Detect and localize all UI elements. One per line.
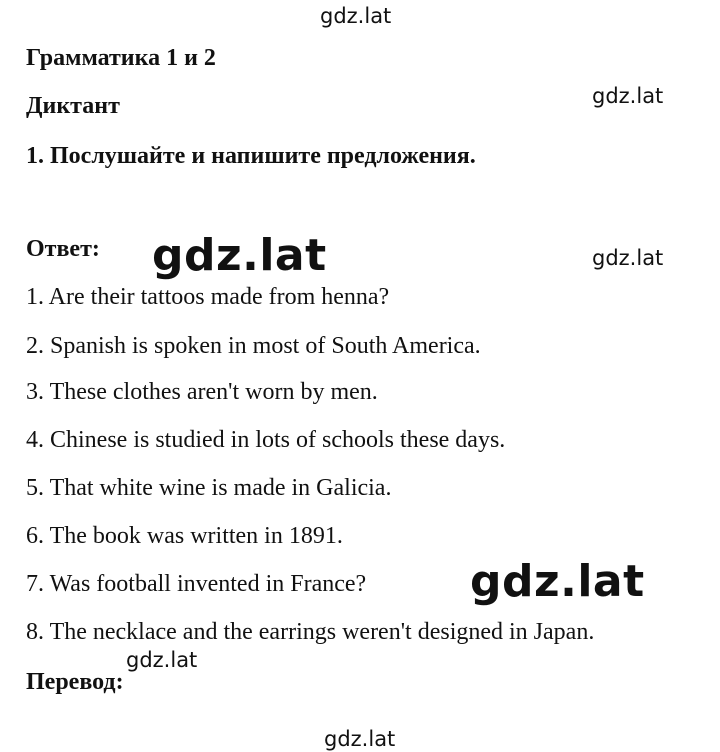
watermark: gdz.lat	[470, 556, 645, 607]
task-instruction: 1. Послушайте и напишите предложения.	[26, 143, 476, 169]
watermark: gdz.lat	[592, 246, 664, 270]
watermark: gdz.lat	[324, 727, 396, 751]
watermark: gdz.lat	[126, 648, 198, 672]
watermark: gdz.lat	[592, 84, 664, 108]
answer-item: 6. The book was written in 1891.	[26, 523, 343, 549]
answer-item: 4. Chinese is studied in lots of schools these days.	[26, 427, 506, 453]
section-title: Грамматика 1 и 2	[26, 45, 216, 71]
watermark: gdz.lat	[152, 230, 327, 281]
watermark: gdz.lat	[320, 4, 392, 28]
translation-label: Перевод:	[26, 669, 124, 695]
answer-item: 5. That white wine is made in Galicia.	[26, 475, 392, 501]
answer-item: 8. The necklace and the earrings weren't designed in Japan.	[26, 619, 595, 645]
answer-item: 1. Are their tattoos made from henna?	[26, 284, 390, 310]
answer-item: 7. Was football invented in France?	[26, 571, 367, 597]
subsection-title: Диктант	[26, 93, 120, 119]
answer-item: 3. These clothes aren't worn by men.	[26, 379, 378, 405]
answer-label: Ответ:	[26, 236, 100, 262]
answer-item: 2. Spanish is spoken in most of South America.	[26, 333, 481, 359]
